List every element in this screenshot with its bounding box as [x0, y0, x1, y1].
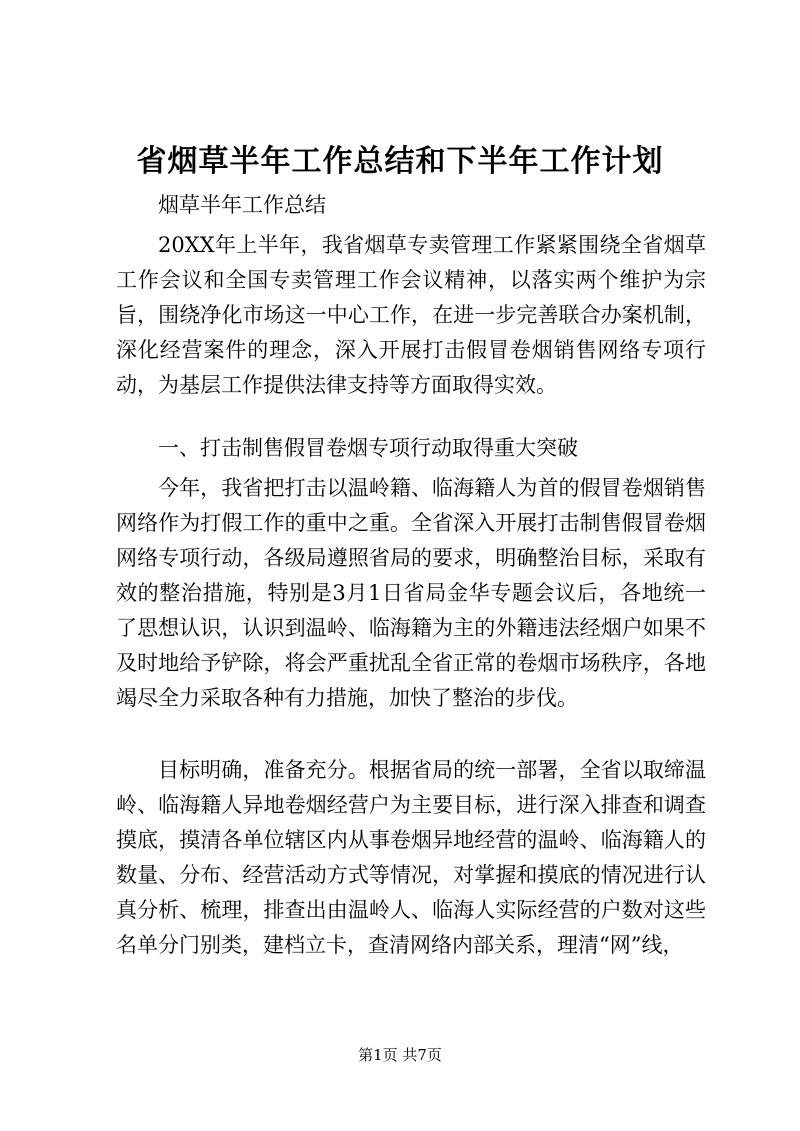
- paragraph-3: 目标明确，准备充分。根据省局的统一部署，全省以取缔温岭、临海籍人异地卷烟经营户为主要目标，进行深入排查和调查摸底，摸清各单位辖区内从事卷烟异地经营的温岭、临海籍人的数量、分布、经营活动方式等情况，对掌握和摸底的情况进行认真分析、梳理，排查出由温岭人、临海人实际经营的户数对这些名单分门别类，建档立卡，查清网络内部关系，理清“网”线，: [116, 758, 706, 957]
- section-heading-1: 一、打击制售假冒卷烟专项行动取得重大突破: [158, 436, 578, 460]
- document-title: 省烟草半年工作总结和下半年工作计划: [136, 144, 664, 179]
- page-footer: 第1页 共7页: [358, 1046, 442, 1064]
- paragraph-1: 20XX年上半年，我省烟草专卖管理工作紧紧围绕全省烟草工作会议和全国专卖管理工作会议精神，以落实两个维护为宗旨，围绕净化市场这一中心工作，在进一步完善联合办案机制，深化经营案件的理念，深入开展打击假冒卷烟销售网络专项行动，为基层工作提供法律支持等方面取得实效。: [116, 233, 706, 397]
- document-subheading: 烟草半年工作总结: [158, 193, 326, 217]
- paragraph-2: 今年，我省把打击以温岭籍、临海籍人为首的假冒卷烟销售网络作为打假工作的重中之重。全省深入开展打击制售假冒卷烟网络专项行动，各级局遵照省局的要求，明确整治目标，采取有效的整治措施，特别是3月1日省局金华专题会议后，各地统一了思想认识，认识到温岭、临海籍为主的外籍违法经烟户如果不及时地给予铲除，将会严重扰乱全省正常的卷烟市场秩序，各地竭尽全力采取各种有力措施，加快了整治的步伐。: [116, 476, 706, 710]
